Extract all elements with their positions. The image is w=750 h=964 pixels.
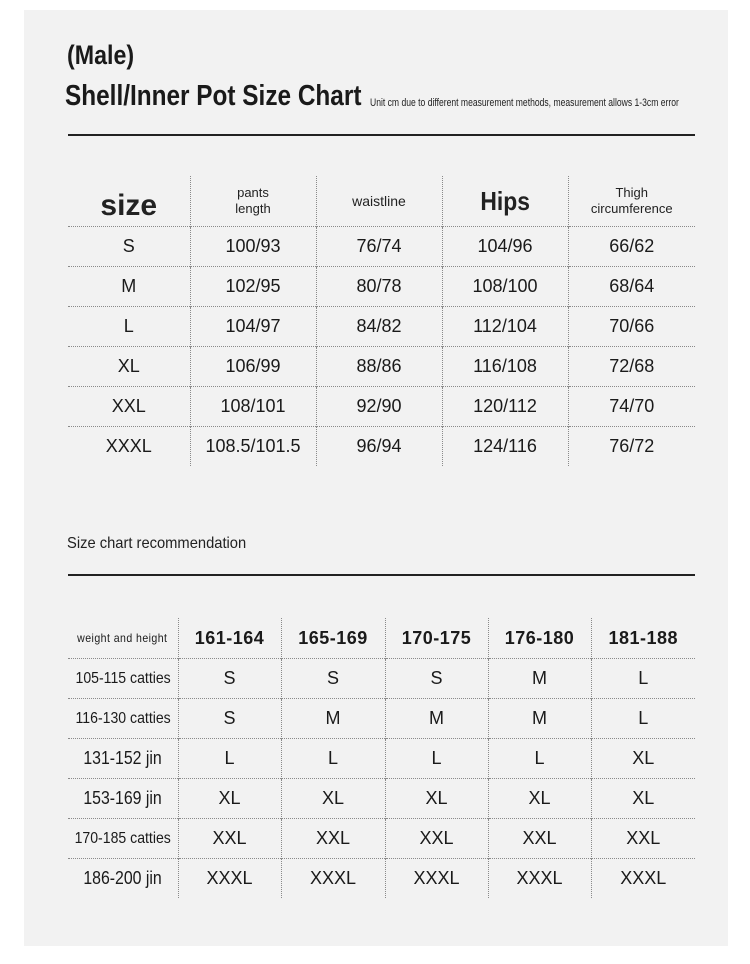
header-pants-length-line2: length — [235, 201, 271, 216]
size-cell: XXXL — [68, 427, 190, 467]
size-row — [68, 267, 695, 307]
weight-range-cell — [68, 659, 178, 699]
recommended-size-cell: S — [385, 659, 488, 699]
waistline-cell: 88/86 — [316, 347, 442, 387]
recommended-size-cell: M — [385, 699, 488, 739]
pants-length-cell: 104/97 — [190, 307, 316, 347]
size-table-header-row — [68, 176, 695, 227]
recommended-size-cell: L — [488, 739, 591, 779]
recommendation-header-row — [68, 618, 695, 659]
weight-range-label: 170-185 catties — [74, 829, 171, 847]
weight-range-label: 116-130 catties — [75, 709, 171, 727]
size-row — [68, 387, 695, 427]
size-cell: S — [68, 227, 190, 267]
waistline-cell: 80/78 — [316, 267, 442, 307]
thigh-cell: 74/70 — [568, 387, 695, 427]
size-cell: L — [68, 307, 190, 347]
header-weight-and-height — [68, 618, 178, 659]
thigh-cell: 66/62 — [568, 227, 695, 267]
recommendation-row — [68, 659, 695, 699]
header-thigh-line1: Thigh — [615, 185, 649, 200]
thigh-cell: 70/66 — [568, 307, 695, 347]
recommended-size-cell: L — [281, 739, 385, 779]
measurement-note: Unit cm due to different measurement methods, measurement allows 1-3cm error — [370, 97, 679, 109]
hips-cell: 108/100 — [442, 267, 568, 307]
header-hips-label: Hips — [480, 186, 530, 216]
weight-range-cell — [68, 779, 178, 819]
size-row — [68, 347, 695, 387]
recommended-size-cell: XL — [385, 779, 488, 819]
recommended-size-cell: XL — [178, 779, 281, 819]
recommended-size-cell: XXXL — [385, 859, 488, 899]
recommended-size-cell: M — [281, 699, 385, 739]
size-table — [68, 176, 695, 466]
recommended-size-cell: M — [488, 659, 591, 699]
pants-length-cell: 108.5/101.5 — [190, 427, 316, 467]
thigh-cell: 72/68 — [568, 347, 695, 387]
recommended-size-cell: XXXL — [281, 859, 385, 899]
recommended-size-cell: XL — [591, 779, 695, 819]
recommended-size-cell: M — [488, 699, 591, 739]
page-title: Shell/Inner Pot Size Chart — [65, 80, 362, 112]
weight-range-label: 131-152 jin — [83, 748, 162, 768]
recommended-size-cell: L — [385, 739, 488, 779]
header-weight-and-height-label: weight and height — [77, 631, 168, 645]
recommended-size-cell: XXXL — [178, 859, 281, 899]
size-row — [68, 427, 695, 467]
subtitle-male: (Male) — [67, 40, 135, 70]
recommended-size-cell: XXL — [591, 819, 695, 859]
recommended-size-cell: XXXL — [488, 859, 591, 899]
header-pants-length-line1: pants — [237, 185, 269, 200]
recommended-size-cell: XXL — [385, 819, 488, 859]
recommended-size-cell: L — [591, 659, 695, 699]
recommended-size-cell: XXXL — [591, 859, 695, 899]
recommendation-row — [68, 819, 695, 859]
weight-range-label: 186-200 jin — [83, 868, 162, 888]
recommendation-table — [68, 618, 695, 898]
weight-range-label: 153-169 jin — [83, 788, 162, 808]
header-height-range: 170-175 — [385, 618, 488, 659]
hips-cell: 120/112 — [442, 387, 568, 427]
waistline-cell: 92/90 — [316, 387, 442, 427]
header-hips — [442, 176, 568, 227]
recommended-size-cell: XXL — [281, 819, 385, 859]
header-waistline: waistline — [316, 176, 442, 227]
weight-range-label: 105-115 catties — [75, 669, 171, 687]
size-cell: M — [68, 267, 190, 307]
recommended-size-cell: XXL — [178, 819, 281, 859]
waistline-cell: 96/94 — [316, 427, 442, 467]
pants-length-cell: 102/95 — [190, 267, 316, 307]
size-cell: XL — [68, 347, 190, 387]
pants-length-cell: 106/99 — [190, 347, 316, 387]
hips-cell: 124/116 — [442, 427, 568, 467]
header-pants-length — [190, 176, 316, 227]
size-row — [68, 307, 695, 347]
recommendation-row — [68, 779, 695, 819]
thigh-cell: 68/64 — [568, 267, 695, 307]
size-row — [68, 227, 695, 267]
weight-range-cell — [68, 859, 178, 899]
thigh-cell: 76/72 — [568, 427, 695, 467]
recommendation-row — [68, 699, 695, 739]
size-cell: XXL — [68, 387, 190, 427]
header-height-range: 165-169 — [281, 618, 385, 659]
weight-range-cell — [68, 699, 178, 739]
recommended-size-cell: S — [281, 659, 385, 699]
pants-length-cell: 100/93 — [190, 227, 316, 267]
recommended-size-cell: S — [178, 699, 281, 739]
recommended-size-cell: L — [178, 739, 281, 779]
header-size: size — [100, 189, 158, 222]
header-height-range: 161-164 — [178, 618, 281, 659]
recommended-size-cell: XL — [488, 779, 591, 819]
recommendation-row — [68, 739, 695, 779]
header-height-range: 181-188 — [591, 618, 695, 659]
header-thigh-circumference — [568, 176, 695, 227]
weight-range-cell — [68, 819, 178, 859]
recommended-size-cell: L — [591, 699, 695, 739]
weight-range-cell — [68, 739, 178, 779]
hips-cell: 116/108 — [442, 347, 568, 387]
header-thigh-line2: circumference — [590, 201, 673, 216]
title-divider — [68, 134, 695, 136]
recommendation-row — [68, 859, 695, 899]
header-height-range: 176-180 — [488, 618, 591, 659]
recommended-size-cell: XL — [281, 779, 385, 819]
recommendation-title: Size chart recommendation — [67, 535, 247, 552]
waistline-cell: 84/82 — [316, 307, 442, 347]
waistline-cell: 76/74 — [316, 227, 442, 267]
recommendation-divider — [68, 574, 695, 576]
hips-cell: 104/96 — [442, 227, 568, 267]
hips-cell: 112/104 — [442, 307, 568, 347]
recommended-size-cell: XL — [591, 739, 695, 779]
recommended-size-cell: XXL — [488, 819, 591, 859]
pants-length-cell: 108/101 — [190, 387, 316, 427]
recommended-size-cell: S — [178, 659, 281, 699]
